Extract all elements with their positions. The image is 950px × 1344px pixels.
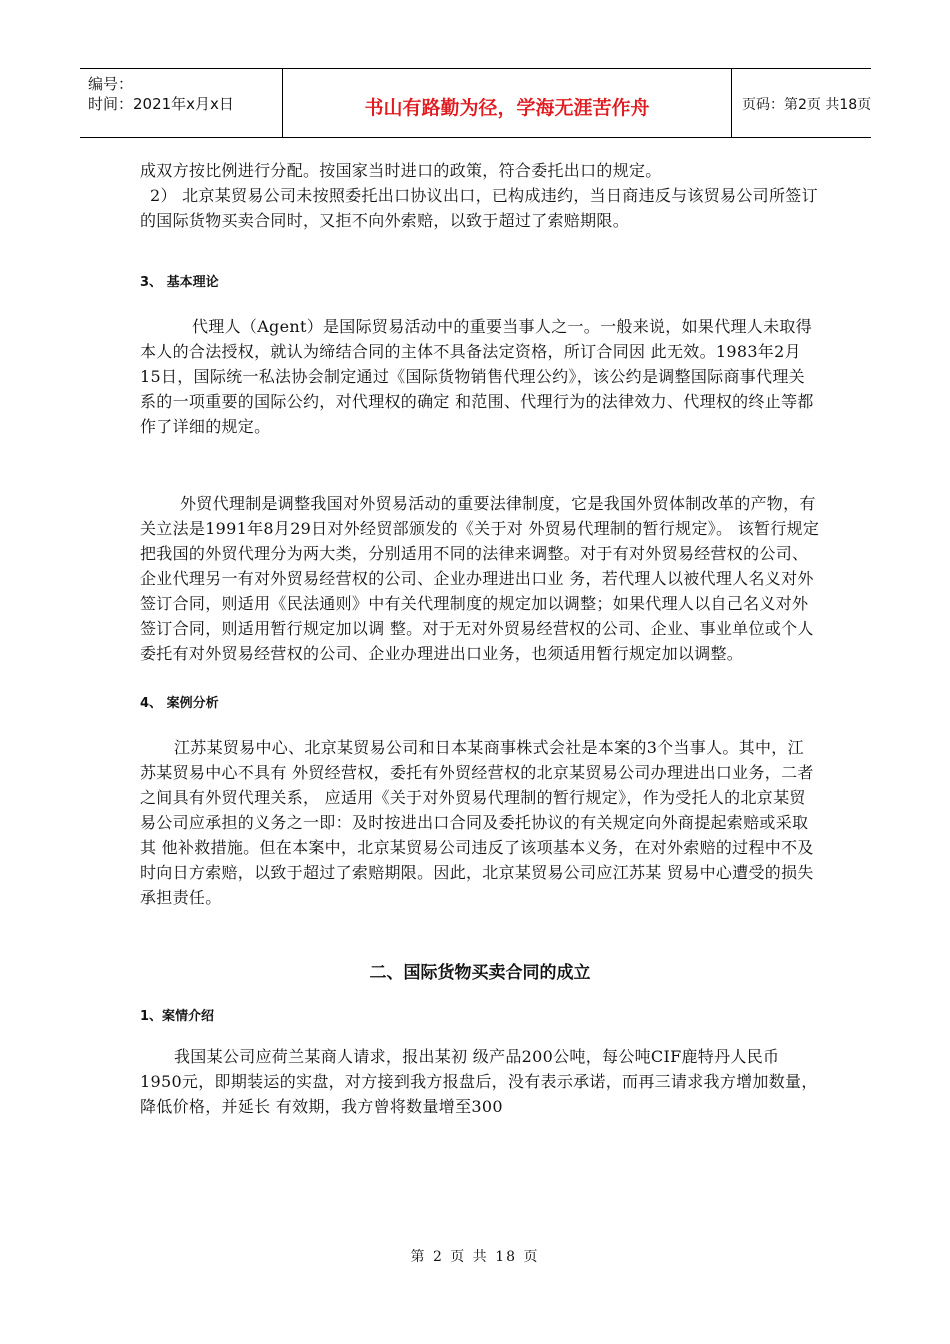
header-page-cell <box>732 69 871 137</box>
paragraph-6: 我国某公司应荷兰某商人请求，报出某初 级产品200公吨，每公吨CIF鹿特丹人民币1950元，即期装运的实盘，对方接到我方报盘后，没有表示承诺，而再三请求我方增加数量，降低价格，并延长 有效期，我方曾将数量增至300 <box>140 1047 818 1116</box>
header-left-cell <box>80 69 283 137</box>
motto: 书山有路勤为径，学海无涯苦作舟 <box>364 97 650 119</box>
paragraph-3: 代理人（Agent）是国际贸易活动中的重要当事人之一。一般来说，如果代理人未取得本人的合法授权，就认为缔结合同的主体不具备法定资格，所订合同因 此无效。1983年2月15日，国际统一私法协会制定通过《国际货物销售代理公约》，该公约是调整国际商事代理关系的一项重要的国际公约，对代理权的确定 和范围、代理行为的法律效力、代理权的终止等都作了详细的规定。 <box>140 317 814 436</box>
heading-case-analysis: 4、 案例分析 <box>140 696 219 711</box>
paragraph-1: 成双方按比例进行分配。按国家当时进口的政策，符合委托出口的规定。 <box>140 161 662 180</box>
paragraph-2: 2） 北京某贸易公司未按照委托出口协议出口，已构成违约，当日商违反与该贸易公司所签订的国际货物买卖合同时，又拒不向外索赔，以致于超过了索赔期限。 <box>140 186 818 230</box>
page-label: 页码：第2页 共18页 <box>742 97 872 113</box>
heading-case-intro: 1、案情介绍 <box>140 1009 215 1024</box>
time-label: 时间：2021年x月x日 <box>88 95 234 113</box>
number-label: 编号： <box>88 75 134 93</box>
header-motto-cell <box>283 69 732 137</box>
page-footer: 第 2 页 共 18 页 <box>410 1249 540 1265</box>
header-table <box>80 68 871 138</box>
heading-basic-theory: 3、 基本理论 <box>140 275 219 290</box>
document-body <box>140 158 820 1119</box>
paragraph-5: 江苏某贸易中心、北京某贸易公司和日本某商事株式会社是本案的3个当事人。其中，江苏某贸易中心不具有 外贸经营权，委托有外贸经营权的北京某贸易公司办理进出口业务，二者之间具有外贸代理关系， 应适用《关于对外贸易代理制的暂行规定》，作为受托人的北京某贸易公司应承担的义务之一即：及时按进出口合同及委托协议的有关规定向外商提起索赔或采取其 他补救措施。但在本案中，北京某贸易公司违反了该项基本义务，在对外索赔的过程中不及时向日方索赔，以致于超过了索赔期限。因此，北京某贸易公司应江苏某 贸易中心遭受的损失承担责任。 <box>140 738 814 907</box>
section-title: 二、国际货物买卖合同的成立 <box>369 963 591 983</box>
paragraph-4: 外贸代理制是调整我国对外贸易活动的重要法律制度，它是我国外贸体制改革的产物，有关立法是1991年8月29日对外经贸部颁发的《关于对 外贸易代理制的暂行规定》。 该暂行规定把我国的外贸代理分为两大类，分别适用不同的法律来调整。对于有对外贸易经营权的公司、企业代理另一有对外贸易经营权的公司、企业办理进出口业 务，若代理人以被代理人名义对外签订合同，则适用《民法通则》中有关代理制度的规定加以调整；如果代理人以自己名义对外签订合同，则适用暂行规定加以调 整。对于无对外贸易经营权的公司、企业、事业单位或个人委托有对外贸易经营权的公司、企业办理进出口业务，也须适用暂行规定加以调整。 <box>140 494 820 663</box>
